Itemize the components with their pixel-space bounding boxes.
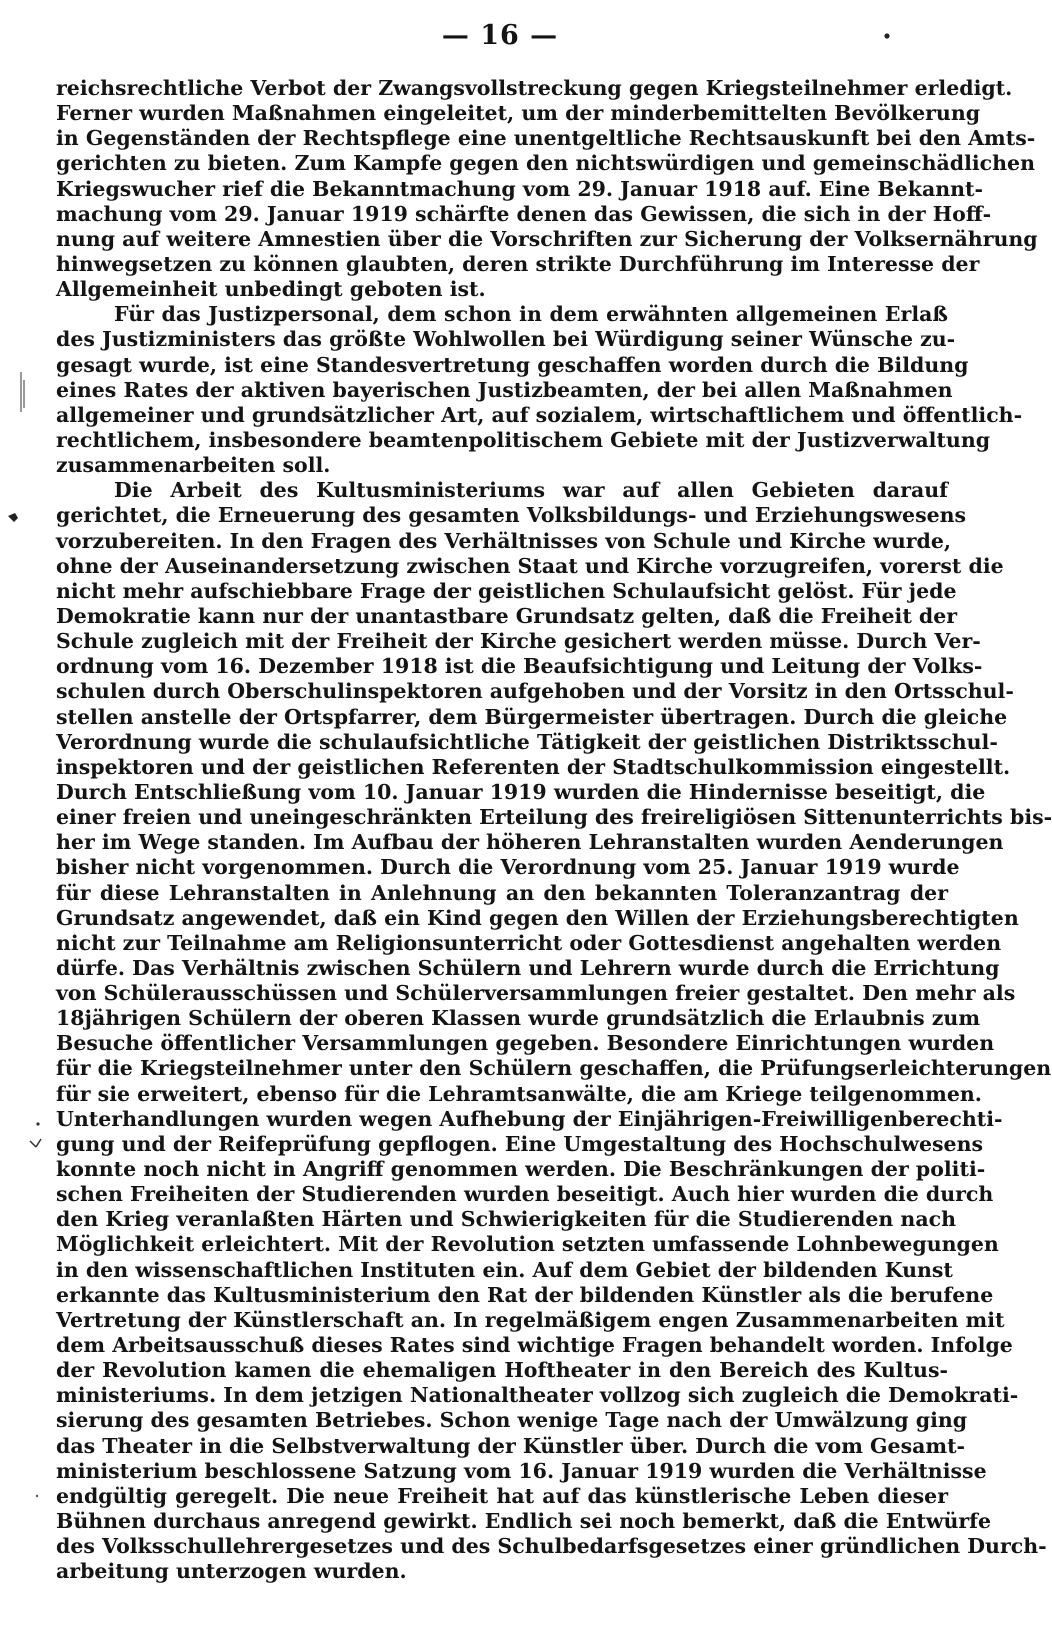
text-line: vorzubereiten. In den Fragen des Verhältnisses von Schule und Kirche wurde,: [56, 528, 952, 553]
text-line: dürfe. Das Verhältnis zwischen Schülern und Lehrern wurde durch die Errichtung: [56, 955, 1000, 980]
text-line: Unterhandlungen wurden wegen Aufhebung der Einjährigen-Freiwilligenberechti-: [56, 1106, 1003, 1131]
text-line: her im Wege standen. Im Aufbau der höheren Lehranstalten wurden Aenderungen: [56, 830, 1004, 855]
speck-mark: [36, 1122, 39, 1125]
text-line: Verordnung wurde die schulaufsichtliche Tätigkeit der geistlichen Distriktsschul-: [56, 729, 998, 754]
body-text: [56, 76, 1052, 1584]
text-line: Möglichkeit erleichtert. Mit der Revolution setzten umfassende Lohnbewegungen: [56, 1232, 999, 1257]
text-line: des Volksschullehrergesetzes und des Schulbedarfsgesetzes einer gründlichen Durch-: [56, 1534, 1047, 1559]
text-line: in den wissenschaftlichen Instituten ein. Auf dem Gebiet der bildenden Kunst: [56, 1257, 953, 1282]
text-line: ministerium beschlossene Satzung vom 16. Januar 1919 wurden die Verhältnisse: [56, 1458, 987, 1483]
text-line: den Krieg veranlaßten Härten und Schwierigkeiten für die Studierenden nach: [56, 1207, 956, 1232]
text-line: machung vom 29. Januar 1919 schärfte denen das Gewissen, die sich in der Hoff-: [56, 201, 992, 226]
text-line: schulen durch Oberschulinspektoren aufgehoben und der Vorsitz in den Ortsschul-: [56, 679, 1014, 704]
text-line: von Schülerausschüssen und Schülerversammlungen freier gestaltet. Den mehr als: [56, 981, 1016, 1006]
text-line: Demokratie kann nur der unantastbare Grundsatz gelten, daß die Freiheit der: [56, 603, 958, 628]
text-line: für sie erweitert, ebenso für die Lehramtsanwälte, die am Kriege teilgenommen.: [56, 1081, 982, 1106]
text-line: allgemeiner und grundsätzlicher Art, auf sozialem, wirtschaftlichem und öffentlich-: [56, 402, 1023, 427]
text-line: für die Kriegsteilnehmer unter den Schülern geschaffen, die Prüfungserleichterungen: [56, 1056, 1052, 1081]
text-line: Besuche öffentlicher Versammlungen gegeben. Besondere Einrichtungen wurden: [56, 1031, 995, 1056]
text-line: Schule zugleich mit der Freiheit der Kirche gesichert werden müsse. Durch Ver-: [56, 629, 981, 654]
text-line: Durch Entschließung vom 10. Januar 1919 wurden die Hindernisse beseitigt, die: [56, 779, 986, 804]
text-line: schen Freiheiten der Studierenden wurden beseitigt. Auch hier wurden die durch: [56, 1182, 994, 1207]
text-line: Allgemeinheit unbedingt geboten ist.: [56, 277, 486, 302]
text-line: das Theater in die Selbstverwaltung der Künstler über. Durch die vom Gesamt-: [56, 1433, 966, 1458]
text-line: endgültig geregelt. Die neue Freiheit hat auf das künstlerische Leben dieser: [56, 1483, 948, 1508]
text-line: reichsrechtliche Verbot der Zwangsvollstreckung gegen Kriegsteilnehmer erledigt.: [56, 76, 1013, 100]
text-line: ministeriums. In dem jetzigen Nationaltheater vollzog sich zugleich die Demokrati-: [56, 1383, 1019, 1408]
text-line: 18jährigen Schülern der oberen Klassen wurde grundsätzlich die Erlaubnis zum: [56, 1006, 981, 1031]
text-line: gerichtet, die Erneuerung des gesamten Volksbildungs- und Erziehungswesens: [56, 503, 967, 528]
text-line: nicht zur Teilnahme am Religionsunterricht oder Gottesdienst angehalten werden: [56, 930, 1002, 955]
text-line: ohne der Auseinandersetzung zwischen Staat und Kirche vorzugreifen, vorerst die: [56, 553, 1004, 578]
text-line: stellen anstelle der Ortspfarrer, dem Bürgermeister übertragen. Durch die gleiche: [56, 704, 1008, 729]
page-number: — 16 —: [441, 20, 559, 51]
text-line: inspektoren und der geistlichen Referenten der Stadtschulkommission eingestellt.: [56, 754, 1011, 779]
text-line: hinwegsetzen zu können glaubten, deren strikte Durchführung im Interesse der: [56, 251, 980, 276]
text-line: gung und der Reifeprüfung gepflogen. Eine Umgestaltung des Hochschulwesens: [56, 1131, 984, 1156]
text-line: eines Rates der aktiven bayerischen Justizbeamten, der bei allen Maßnahmen: [56, 377, 953, 402]
text-line: in Gegenständen der Rechtspflege eine unentgeltliche Rechtsauskunft bei den Amts-: [56, 126, 1036, 151]
text-line: konnte noch nicht in Angriff genommen werden. Die Beschränkungen der politi-: [56, 1157, 986, 1182]
text-line: nicht mehr aufschiebbare Frage der geistlichen Schulaufsicht gelöst. Für jede: [56, 578, 957, 603]
text-line: arbeitung unterzogen wurden.: [56, 1559, 407, 1584]
text-line: rechtlichem, insbesondere beamtenpolitischem Gebiete mit der Justizverwaltung: [56, 427, 991, 452]
speck-mark: [36, 1495, 38, 1497]
text-line: Bühnen durchaus anregend gewirkt. Endlich sei noch bemerkt, daß die Entwürfe: [56, 1509, 992, 1534]
text-line: des Justizministers das größte Wohlwollen bei Würdigung seiner Wünsche zu-: [56, 327, 956, 352]
margin-tick-marks: [21, 372, 24, 412]
text-line: Kriegswucher rief die Bekanntmachung vom 29. Januar 1918 auf. Eine Bekannt-: [56, 176, 984, 201]
text-line: für diese Lehranstalten in Anlehnung an den bekannten Toleranzantrag der: [56, 880, 948, 905]
text-line: dem Arbeitsausschuß dieses Rates sind wichtige Fragen behandelt worden. Infolge: [56, 1333, 1013, 1358]
text-line: Grundsatz angewendet, daß ein Kind gegen den Willen der Erziehungsberechtigten: [56, 905, 1019, 930]
text-line: Vertretung der Künstlerschaft an. In regelmäßigem engen Zusammenarbeiten mit: [56, 1307, 1005, 1332]
speck-mark: [8, 513, 18, 522]
text-line: der Revolution kamen die ehemaligen Hoftheater in den Bereich des Kultus-: [56, 1358, 948, 1383]
speck-mark: [30, 1139, 41, 1147]
text-line: bisher nicht vorgenommen. Durch die Verordnung vom 25. Januar 1919 wurde: [56, 855, 960, 880]
text-line: Ferner wurden Maßnahmen eingeleitet, um der minderbemittelten Bevölkerung: [56, 101, 981, 126]
text-line: sierung des gesamten Betriebes. Schon wenige Tage nach der Umwälzung ging: [56, 1408, 968, 1433]
text-line: ordnung vom 16. Dezember 1918 ist die Beaufsichtigung und Leitung der Volks-: [56, 654, 983, 679]
text-line: nung auf weitere Amnestien über die Vorschriften zur Sicherung der Volksernährung: [56, 226, 1038, 251]
text-line: Die Arbeit des Kultusministeriums war auf allen Gebieten darauf: [114, 478, 948, 503]
text-line: einer freien und uneingeschränkten Erteilung des freireligiösen Sittenunterrichts bis-: [56, 805, 1052, 830]
text-line: Für das Justizpersonal, dem schon in dem erwähnten allgemeinen Erlaß: [114, 302, 948, 327]
text-line: zusammenarbeiten soll.: [56, 453, 331, 478]
text-line: gesagt wurde, ist eine Standesvertretung geschaffen worden durch die Bildung: [56, 352, 969, 377]
text-line: gerichten zu bieten. Zum Kampfe gegen den nichtswürdigen und gemeinschädlichen: [56, 151, 1035, 176]
text-line: erkannte das Kultusministerium den Rat der bildenden Künstler als die berufene: [56, 1282, 994, 1307]
